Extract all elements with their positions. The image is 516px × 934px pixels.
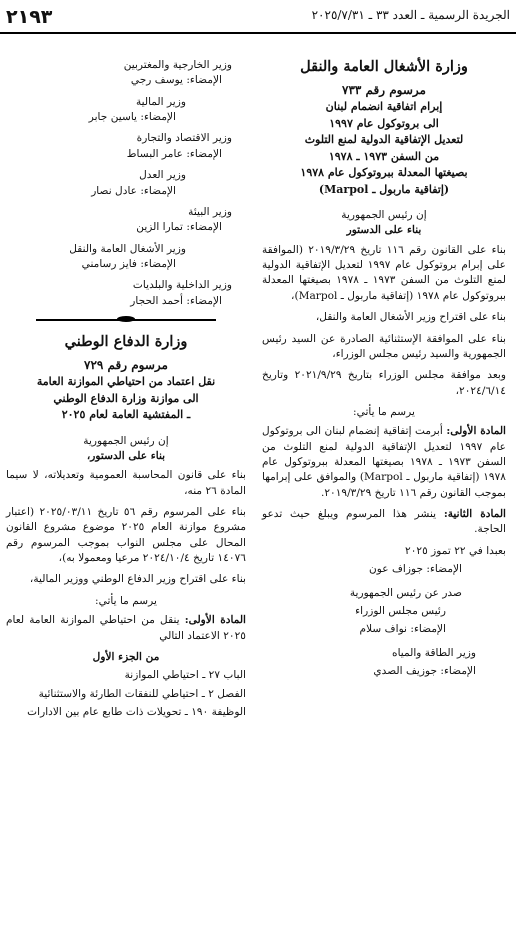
constitution-line: بناء على الدستور [346,224,422,237]
minister-signature: الإمضاء: ياسين جابر [88,111,176,124]
minister-signature: الإمضاء: تمارا الزين [136,221,222,234]
ministry-title: وزارة الأشغال العامة والنقل [300,58,468,75]
preamble-paragraph: بناء على قانون المحاسبة العمومية وتعديلاته، لا سيما المادة ٢٦ منه، [6,469,246,497]
minister-title: وزير الاقتصاد والتجارة [136,132,232,145]
article-1-label: المادة الأولى: [184,614,246,627]
decree-subject-line: بصيغتها المعدلة ببروتوكول عام ١٩٧٨ [300,166,468,180]
decree-number: مرسوم رقم ٧٣٣ [342,83,426,98]
energy-minister-title: وزير الطاقة والمياه [392,646,476,659]
decree-subject-line: ـ المفتشية العامة لعام ٢٠٢٥ [61,408,191,422]
article-2-text: ينشر هذا المرسوم ويبلغ حيث تدعو الحاجة. [262,508,506,536]
energy-minister-signature: الإمضاء: جوزيف الصدي [373,665,476,677]
minister-signature: الإمضاء: عامر البساط [126,147,222,160]
minister-title: وزير الخارجية والمغتربين [123,59,232,71]
decree-number: مرسوم رقم ٧٢٩ [84,358,168,373]
preamble-paragraph: بناء على الموافقة الإستثنائية الصادرة عن السيد رئيس الجمهورية والسيد رئيس مجلس الوزراء، [262,332,506,360]
decree-subject-line: من السفن ١٩٧٣ ـ ١٩٧٨ [328,149,440,163]
minister-signature: الإمضاء: فايز رسامني [81,257,176,270]
budget-item: الفصل ٢ ـ احتياطي للنفقات الطارئة والاستثنائية [38,687,246,700]
minister-signatures [6,58,246,309]
article-2-label: المادة الثانية: [443,508,507,521]
decree-subject-line: الى موازنة وزارة الدفاع الوطني [53,391,199,405]
running-title: الجريدة الرسمية ـ العدد ٣٣ ـ ٢٠٢٥/٧/٣١ [311,8,510,22]
issued-by: صدر عن رئيس الجمهورية [349,586,462,599]
right-column [262,40,506,682]
minister-signature-block [6,242,246,273]
minister-signature-block [6,58,246,89]
section-separator [36,315,216,325]
budget-item: الباب ٢٧ ـ احتياطي الموازنة [124,669,246,682]
budget-item: الوظيفة ١٩٠ ـ تحويلات ذات طابع عام بين الادارات [27,705,246,718]
decree-subject-line: نقل اعتماد من احتياطي الموازنة العامة [36,375,216,389]
part-heading: من الجزء الأول [92,650,160,663]
page-header [0,0,516,30]
article-1-text: ينقل من احتياطي الموازنة العامة لعام ٢٠٢٥ الاعتماد التالي [6,614,246,642]
president-heading: إن رئيس الجمهورية [83,434,169,447]
page-number: ٢١٩٣ [6,6,53,28]
decree-subject-line: لتعديل الإتفاقية الدولية لمنع التلوث [304,133,464,147]
left-column [6,58,246,723]
preamble-paragraph: بناء على اقتراح وزير الدفاع الوطني ووزير المالية، [29,573,246,586]
decree-subject-line: إبرام اتفاقية انضمام لبنان [325,100,443,114]
president-heading: إن رئيس الجمهورية [341,209,427,222]
article-1 [6,613,246,644]
decrees-line: يرسم ما يأتي: [353,405,415,418]
preamble-paragraph: بناء على اقتراح وزير الأشغال العامة والنقل، [315,311,506,324]
pm-title: رئيس مجلس الوزراء [355,604,446,617]
minister-signature: الإمضاء: أحمد الحجار [130,294,222,307]
decrees-line: يرسم ما يأتي: [95,594,157,607]
article-2 [262,507,506,538]
article-1-text: أبرمت إتفاقية إنضمام لبنان الى بروتوكول عام ١٩٩٧ لتعديل الإتفاقية الدولية لمنع التلوث من السفن ١٩٧٣ ـ ١٩٧٨ بصيغتها المعدلة ببروتوكول عام ١٩٧٨ (إتفاقية ماربول ـ Marpol) والموافق على إبرامها بموجب القانون رقم ١١٦ تاريخ ٢٠١٩/٣/٢٩. [262,425,506,499]
minister-title: وزير الأشغال العامة والنقل [69,242,186,255]
minister-title: وزير الداخلية والبلديات [132,279,232,292]
minister-signature: الإمضاء: يوسف رجي [130,74,222,87]
minister-signature: الإمضاء: عادل نصار [91,184,176,197]
minister-title: وزير البيئة [188,205,232,218]
minister-title: وزير المالية [135,95,186,108]
place-date: بعبدا في ٢٢ تموز ٢٠٢٥ [405,544,506,557]
president-signature: الإمضاء: جوزاف عون [369,563,462,576]
decree-subject-line: (إتفاقية ماربول ـ Marpol) [318,182,450,196]
ministry-title: وزارة الدفاع الوطني [64,333,188,351]
header-rule [0,32,516,34]
article-1 [262,424,506,501]
minister-signature-block [6,205,246,236]
preamble-paragraph: بناء على المرسوم رقم ٥٦ تاريخ ٢٠٢٥/٠٣/١١ (اعتبار مشروع موازنة العام ٢٠٢٥ موضوع مشروع القانون المحال على مجلس النواب بموجب المرسوم رقم ١٤٠٧٦ تاريخ ٢٠٢٤/١٠/٤ مرعيا ومعمولا به)، [6,505,246,565]
minister-signature-block [6,278,246,309]
minister-signature-block [6,168,246,199]
minister-signature-block [6,131,246,162]
preamble-paragraph: بناء على القانون رقم ١١٦ تاريخ ٢٠١٩/٣/٢٩ (الموافقة على إبرام بروتوكول عام ١٩٩٧ لتعديل الإتفاقية الدولية لمنع التلوث من السفن ١٩٧٣ ـ ١٩٧٨ بصيغتها المعدلة ببروتوكول عام ١٩٧٨ (إتفاقية ماربول ـ Marpol)، [262,243,506,302]
decree-subject-line: الى بروتوكول عام ١٩٩٧ [329,116,439,130]
constitution-line: بناء على الدستور، [86,449,166,462]
pm-signature: الإمضاء: نواف سلام [359,623,446,636]
preamble-paragraph: وبعد موافقة مجلس الوزراء بتاريخ ٢٠٢١/٩/٢٩ وتاريخ ٢٠٢٤/٦/١٤، [262,369,506,397]
minister-title: وزير العدل [139,169,186,182]
article-1-label: المادة الأولى: [446,425,506,438]
minister-signature-block [6,95,246,126]
